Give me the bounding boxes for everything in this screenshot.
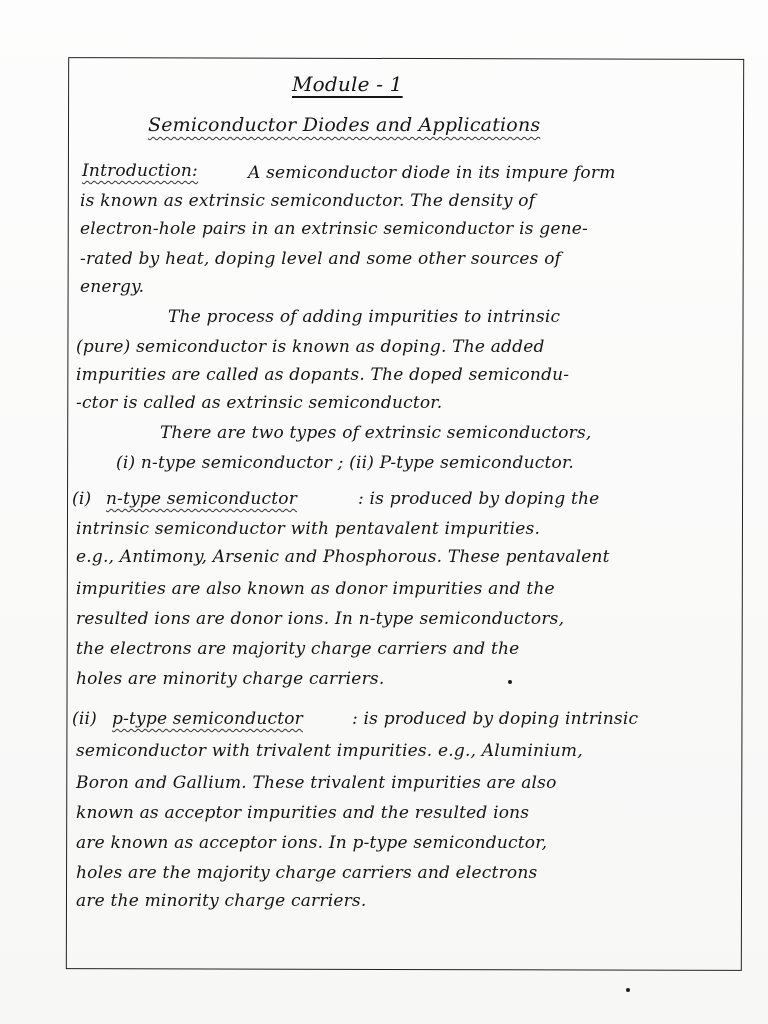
doping-line-4: -ctor is called as extrinsic semiconductor. <box>76 393 443 413</box>
ink-dot <box>508 680 512 684</box>
doping-line-2: (pure) semiconductor is known as doping. The added <box>76 337 545 357</box>
n-type-line-2: e.g., Antimony, Arsenic and Phosphorous. These pentavalent <box>76 547 610 567</box>
p-type-line-3: known as acceptor impurities and the resulted ions <box>76 803 530 823</box>
p-type-line-4: are known as acceptor ions. In p-type semiconductor, <box>76 833 548 853</box>
n-type-line-1: intrinsic semiconductor with pentavalent impurities. <box>76 519 541 539</box>
module-title: Module - 1 <box>292 72 403 96</box>
types-line-2: (i) n-type semiconductor ; (ii) P-type semiconductor. <box>116 453 575 473</box>
n-type-line-4: resulted ions are donor ions. In n-type semiconductors, <box>76 609 565 629</box>
types-line-1: There are two types of extrinsic semiconductors, <box>160 423 592 443</box>
p-type-line-1: semiconductor with trivalent impurities. e.g., Aluminium, <box>76 741 583 761</box>
n-type-marker: (i) <box>72 489 92 509</box>
intro-heading: Introduction: <box>82 161 198 181</box>
p-type-line-2: Boron and Gallium. These trivalent impurities are also <box>76 773 557 793</box>
p-type-lead: : is produced by doping intrinsic <box>352 709 639 729</box>
intro-line-4: -rated by heat, doping level and some other sources of <box>80 249 562 269</box>
intro-line-5: energy. <box>80 277 145 297</box>
n-type-line-3: impurities are also known as donor impurities and the <box>76 579 555 599</box>
p-type-line-6: are the minority charge carriers. <box>76 891 367 911</box>
n-type-lead: : is produced by doping the <box>358 489 600 509</box>
intro-line-3: electron-hole pairs in an extrinsic semiconductor is gene- <box>80 219 588 239</box>
doping-line-3: impurities are called as dopants. The doped semicondu- <box>76 365 570 385</box>
intro-line-1: A semiconductor diode in its impure form <box>248 163 616 183</box>
section-subtitle: Semiconductor Diodes and Applications <box>148 114 541 136</box>
n-type-heading: n-type semiconductor <box>106 489 298 509</box>
p-type-line-5: holes are the majority charge carriers and electrons <box>76 863 538 883</box>
p-type-marker: (ii) <box>72 709 97 729</box>
ink-dot <box>626 988 630 992</box>
p-type-heading: p-type semiconductor <box>112 709 303 729</box>
n-type-line-6: holes are minority charge carriers. <box>76 669 385 689</box>
doping-line-1: The process of adding impurities to intrinsic <box>168 307 561 327</box>
n-type-line-5: the electrons are majority charge carriers and the <box>76 639 520 659</box>
intro-line-2: is known as extrinsic semiconductor. The density of <box>80 191 536 211</box>
